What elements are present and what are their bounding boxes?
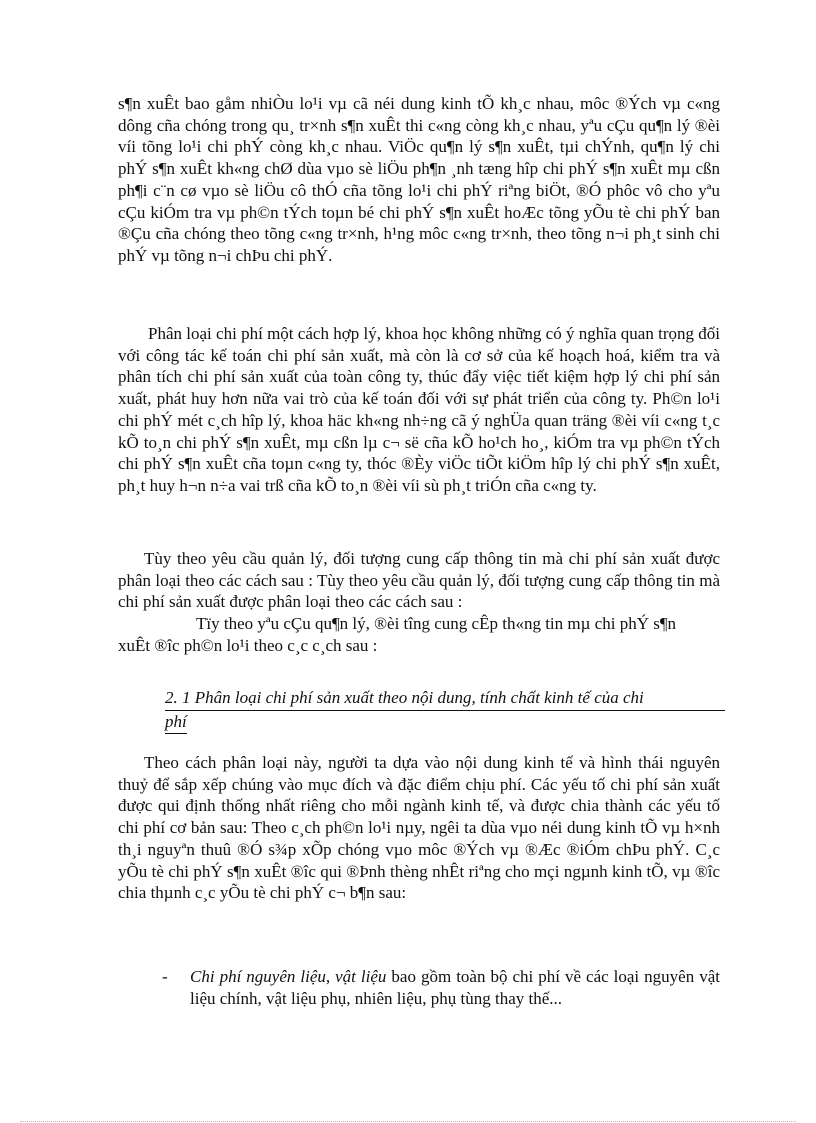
paragraph-classification-methods-legacy-line1: Tïy theo yªu cÇu qu¶n lý, ®èi tîng cung cÊp th«ng tin mµ chi phÝ s¶n (196, 614, 677, 634)
section-heading (165, 687, 725, 734)
section-heading-line2: phí (165, 711, 187, 735)
bullet-description: bao gồm toàn bộ chi phí về các loại nguyên vật liệu chính, vật liệu phụ, nhiên liệu, phụ tùng thay thế... (190, 967, 720, 1008)
bullet-text (190, 966, 720, 1009)
bullet-marker: - (162, 967, 168, 986)
paragraph-classification-methods-text: Tùy theo yêu cầu quản lý, đối tượng cung cấp thông tin mà chi phí sản xuất được phân loại theo các cách sau : Tùy theo yêu cầu quản lý, đối tượng cung cấp thông tin mà chi phí sản xuất được phân loại theo các cách sau : (118, 549, 720, 612)
paragraph-classification-methods-legacy-line2: xuÊt ®îc ph©n lo¹i theo c¸c c¸ch sau : (118, 635, 378, 655)
paragraph-legacy-encoding: s¶n xuÊt bao gåm nhiÒu lo¹i vµ cã néi dung kinh tÕ kh¸c nhau, môc ®Ých vµ c«ng dông cña chóng trong qu¸ tr×nh s¶n xuÊt thi c«ng còng kh¸c nhau, yªu cÇu qu¶n lý ®èi víi tõng lo¹i chi phÝ còng kh¸c nhau. ViÖc qu¶n lý s¶n xuÊt, tµi chÝnh, qu¶n lý chi phÝ s¶n xuÊt kh«ng chØ dùa vµo sè liÖu ph¶n ¸nh tæng hîp chi phÝ s¶n xuÊt mµ cßn ph¶i c¨n cø vµo sè liÖu cô thÓ cña tõng lo¹i chi phÝ riªng biÖt, ®Ó phôc vô cho yªu cÇu kiÓm tra vµ ph©n tÝch toµn bé chi phÝ s¶n xuÊt hoÆc tõng yÕu tè chi phÝ ban ®Çu cña chóng theo tõng c«ng tr×nh, h¹ng môc c«ng tr×nh, theo tõng n¬i ph¸t sinh chi phÝ vµ tõng n¬i chÞu chi phÝ. (118, 94, 720, 265)
section-heading-line1: 2. 1 Phân loại chi phí sản xuất theo nội dung, tính chất kinh tế của chi (165, 687, 725, 711)
paragraph-classification-importance: Phân loại chi phí một cách hợp lý, khoa học không những có ý nghĩa quan trọng đối với công tác kế toán chi phí sản xuất, mà còn là cơ sở của kế hoạch hoá, kiểm tra và phân tích chi phí sản xuất của toàn công ty, thúc đẩy việc tiết kiệm hợp lý chi phí sản xuất, phát huy hơn nữa vai trò của kế toán đối với sự phát triển của công ty. Ph©n lo¹i chi phÝ mét c¸ch hîp lý, khoa häc kh«ng nh÷ng cã ý nghÜa quan träng ®èi víi c«ng t¸c kÕ to¸n chi phÝ s¶n xuÊt, mµ cßn lµ c¬ së cña kÕ ho¹ch ho¸, kiÓm tra vµ ph©n tÝch chi phÝ s¶n xuÊt cña toµn c«ng ty, thóc ®Èy viÖc tiÕt kiÖm hîp lý chi phÝ s¶n xuÊt, ph¸t huy h¬n n÷a vai trß cña kÕ to¸n ®èi víi sù ph¸t triÓn cña c«ng ty. (118, 324, 720, 495)
paragraph-economic-content: Theo cách phân loại này, người ta dựa vào nội dung kinh tế và hình thái nguyên thuỷ để sắp xếp chúng vào mục đích và đặc điểm chịu phí. Các yếu tố chi phí sản xuất được qui định thống nhất riêng cho mỗi ngành kinh tế, và được chia thành các yếu tố chi phí cơ bản sau: Theo c¸ch ph©n lo¹i nµy, ngêi ta dùa vµo néi dung kinh tÕ vµ h×nh th¸i nguyªn thuû ®Ó s¾p xÕp chóng vµo môc ®Ých vµ ®Æc ®iÓm chÞu phÝ. C¸c yÕu tè chi phÝ s¶n xuÊt ®îc qui ®Þnh thèng nhÊt riªng cho mçi ngµnh kinh tÕ, vµ ®îc chia thµnh c¸c yÕu tè chi phÝ c¬ b¶n sau: (118, 753, 720, 903)
paragraph-classification-methods (118, 548, 720, 657)
bullet-italic-term: Chi phí nguyên liệu, vật liệu (190, 967, 387, 986)
page-bottom-divider (20, 1121, 796, 1122)
bullet-item (162, 966, 720, 1009)
